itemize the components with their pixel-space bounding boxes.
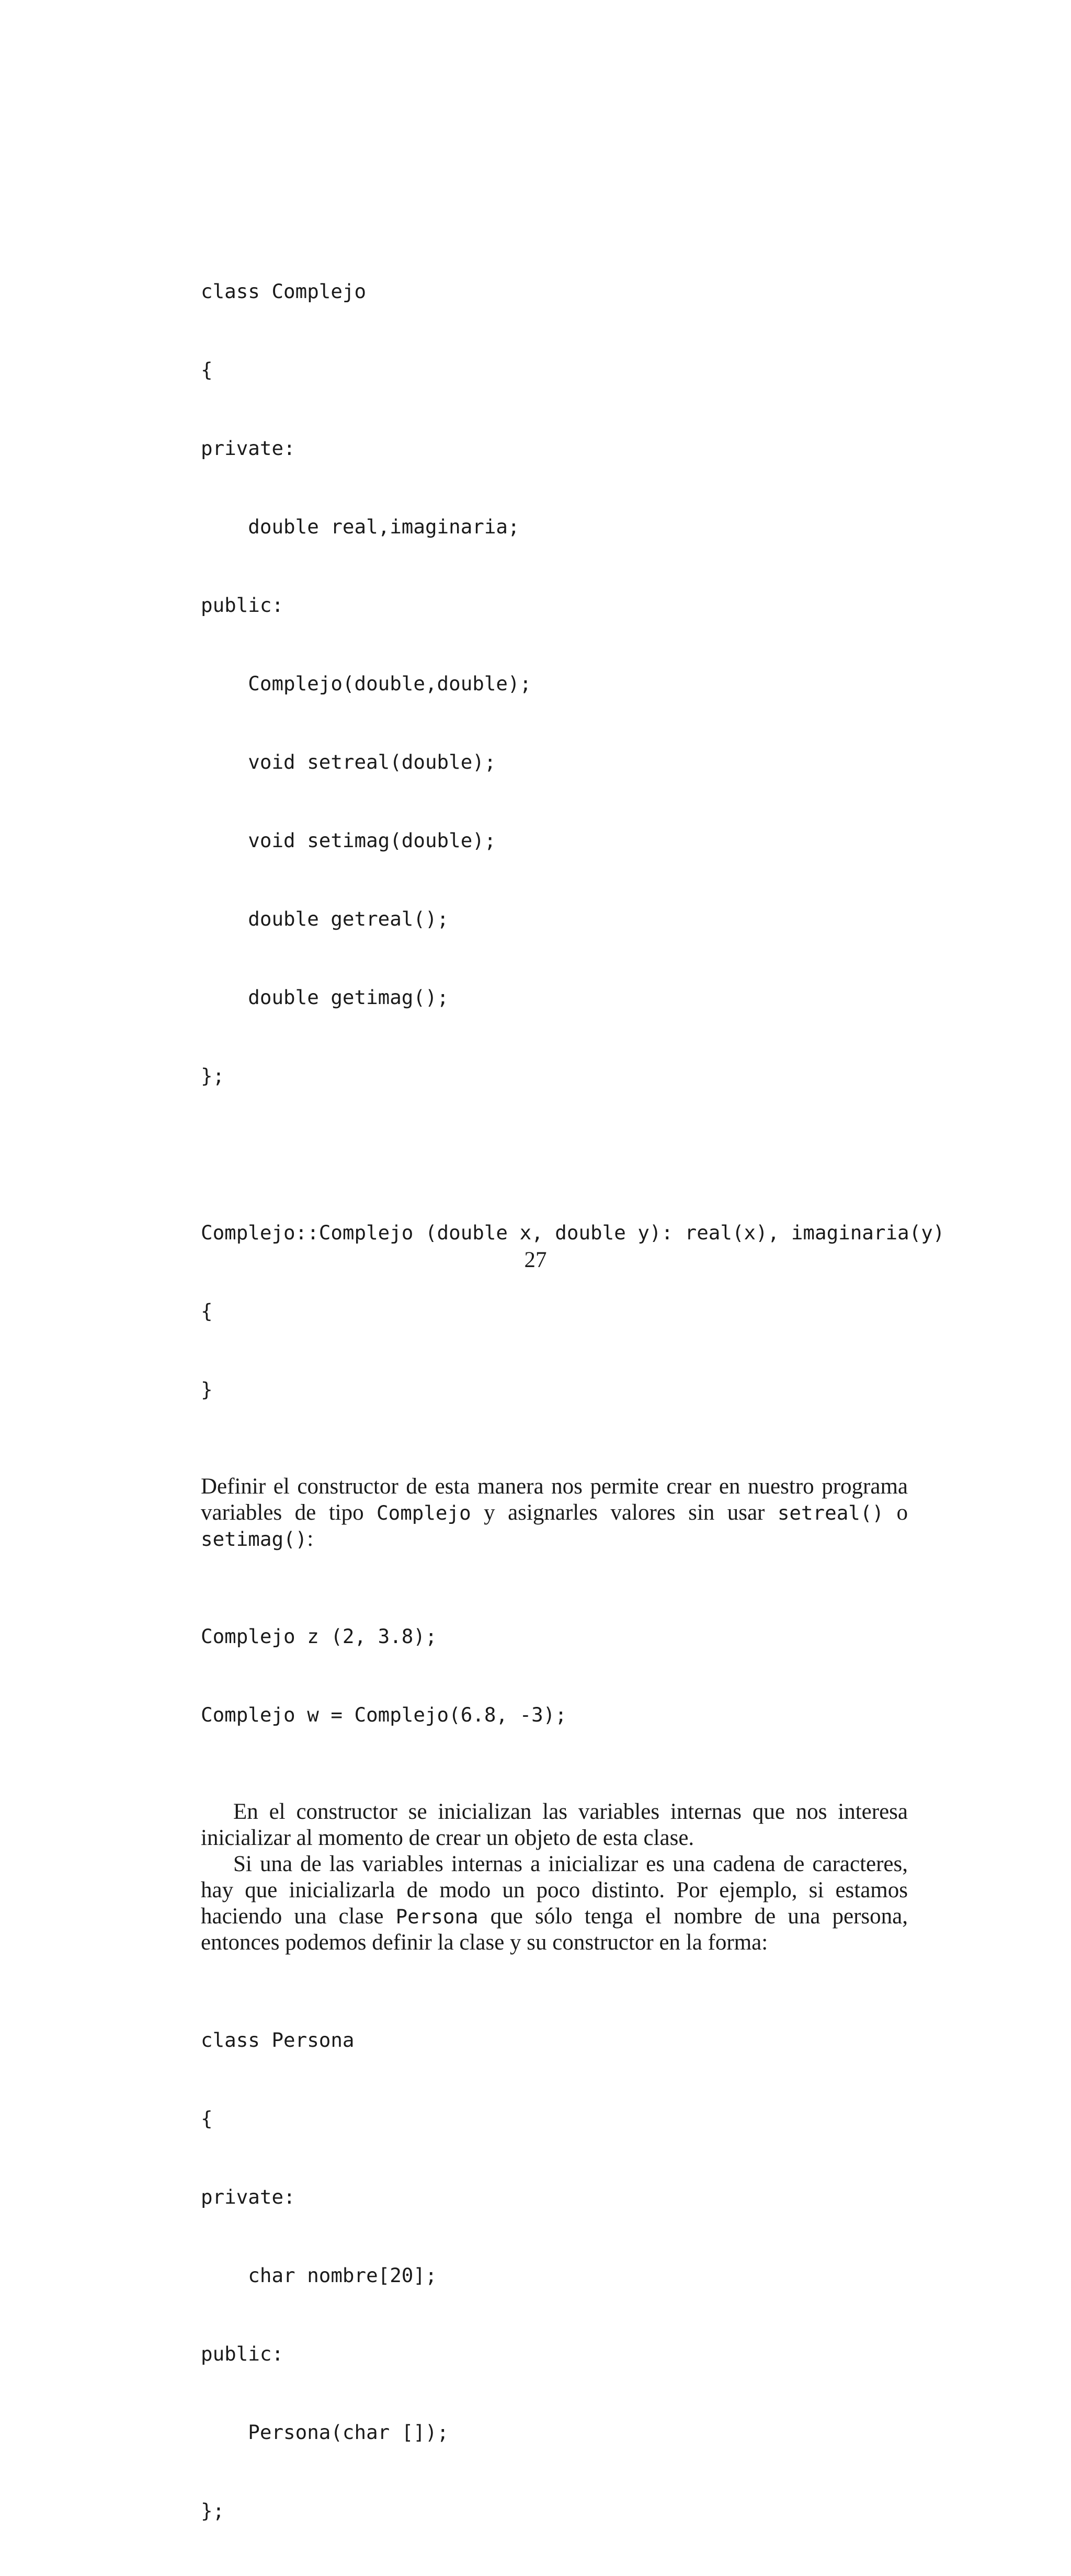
inline-code-complejo: Complejo (377, 1501, 471, 1524)
code-line: class Complejo (201, 280, 367, 303)
code-line: double real,imaginaria; (201, 515, 520, 538)
code-line: Persona(char []); (201, 2421, 449, 2444)
paragraph-text: o (884, 1500, 908, 1525)
code-line: } (201, 1378, 213, 1401)
code-block-instances (201, 1571, 908, 1780)
code-line: void setimag(double); (201, 829, 496, 852)
code-line: void setreal(double); (201, 750, 496, 773)
code-line: public: (201, 594, 284, 617)
inline-code-setreal: setreal() (777, 1501, 884, 1524)
paragraph-text: : (307, 1526, 314, 1551)
page-body (201, 226, 945, 2576)
code-line: }; (201, 1064, 225, 1087)
paragraph-text: Si una de las variables internas a inicializar es una cadena de caracteres, hay que inicializarla de modo un poco distinto. Por ejemplo, si estamos haciendo una clase (201, 1852, 908, 1929)
inline-code-persona: Persona (395, 1905, 478, 1928)
code-line: { (201, 358, 213, 381)
paragraph-constructor-usage (201, 1474, 908, 1552)
code-line: }; (201, 2499, 225, 2522)
code-line: Complejo z (2, 3.8); (201, 1625, 437, 1648)
code-line: { (201, 1300, 213, 1323)
code-line: private: (201, 437, 295, 460)
code-line-blank (201, 1141, 908, 1167)
code-line: { (201, 2107, 213, 2130)
code-block-persona (201, 1975, 908, 2576)
paragraph-initialization: En el constructor se inicializan las variables internas que nos interesa inicializar al momento de crear un objeto de esta clase. (201, 1799, 908, 1850)
inline-code-setimag: setimag() (201, 1528, 307, 1551)
paragraph-text: y asignarles valores sin usar (471, 1500, 778, 1525)
paragraph-text: que sólo tenga el nombre de una persona, entonces podemos definir la clase y su constructor en la forma: (201, 1904, 908, 1955)
code-line: double getimag(); (201, 986, 449, 1009)
code-line: char nombre[20]; (201, 2264, 437, 2287)
paragraph-string-init (201, 1851, 908, 1956)
code-line: public: (201, 2342, 284, 2365)
code-line: Complejo(double,double); (201, 672, 532, 695)
paragraph-text: Definir el constructor de esta manera nos permite crear en nuestro programa variables de tipo (201, 1474, 908, 1525)
code-line: class Persona (201, 2028, 355, 2051)
code-line: private: (201, 2185, 295, 2208)
code-line: Complejo w = Complejo(6.8, -3); (201, 1703, 567, 1726)
code-line: double getreal(); (201, 907, 449, 930)
page-number: 27 (524, 1248, 547, 1272)
code-line: Complejo::Complejo (double x, double y): real(x), imaginaria(y) (201, 1221, 945, 1244)
